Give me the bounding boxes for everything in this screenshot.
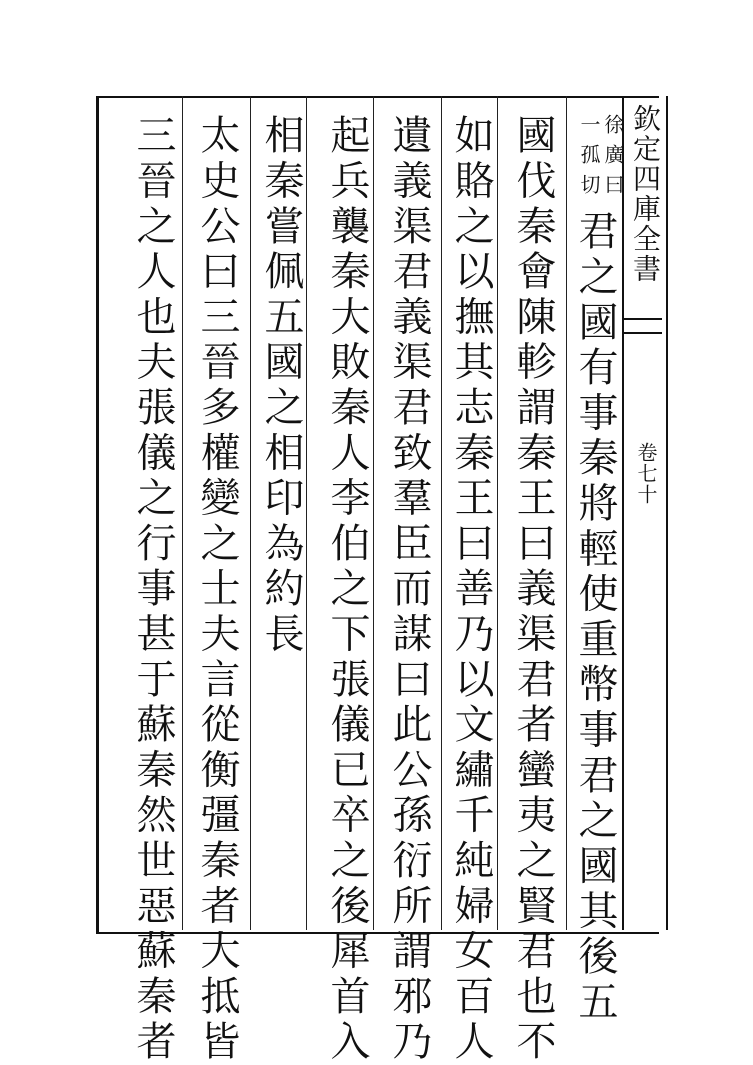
text-column-7: 太史公曰三晉多權變之士夫言從衡彊秦者大抵皆 [194, 114, 240, 1065]
margin-title: 欽定四庫全書 [629, 104, 662, 284]
text-column-4: 遺義渠君義渠君致羣臣而謀曰此公孫衍所謂邪乃 [386, 114, 432, 1065]
text-column-6: 相秦嘗佩五國之相印為約長 [258, 114, 304, 658]
text-column-3: 如賂之以撫其志秦王曰善乃以文繡千純婦女百人 [448, 114, 494, 1065]
text-column-2: 國伐秦會陳軫謂秦王曰義渠君者蠻夷之賢君也不 [510, 114, 556, 1065]
fishtail-mark [624, 318, 662, 334]
column-rule [497, 96, 498, 930]
text-column-1: 君之國有事秦將輕使重幣事君之國其後五 [572, 210, 618, 1026]
text-column-8: 三晉之人也夫張儀之行事甚于蘇秦然世惡蘇秦者 [130, 114, 176, 1065]
column-rule [182, 96, 183, 930]
annotation-note-right: 徐廣曰 [601, 114, 625, 204]
column-rule [250, 96, 251, 930]
text-column-5: 起兵襲秦大敗秦人李伯之下張儀已卒之後犀首入 [324, 114, 370, 1065]
margin-volume: 卷七十 [634, 442, 658, 505]
column-rule [441, 96, 442, 930]
column-rule [373, 96, 374, 930]
column-rule [566, 96, 567, 930]
column-rule [306, 96, 307, 930]
annotation-note-left: 一孤切 [577, 114, 601, 204]
